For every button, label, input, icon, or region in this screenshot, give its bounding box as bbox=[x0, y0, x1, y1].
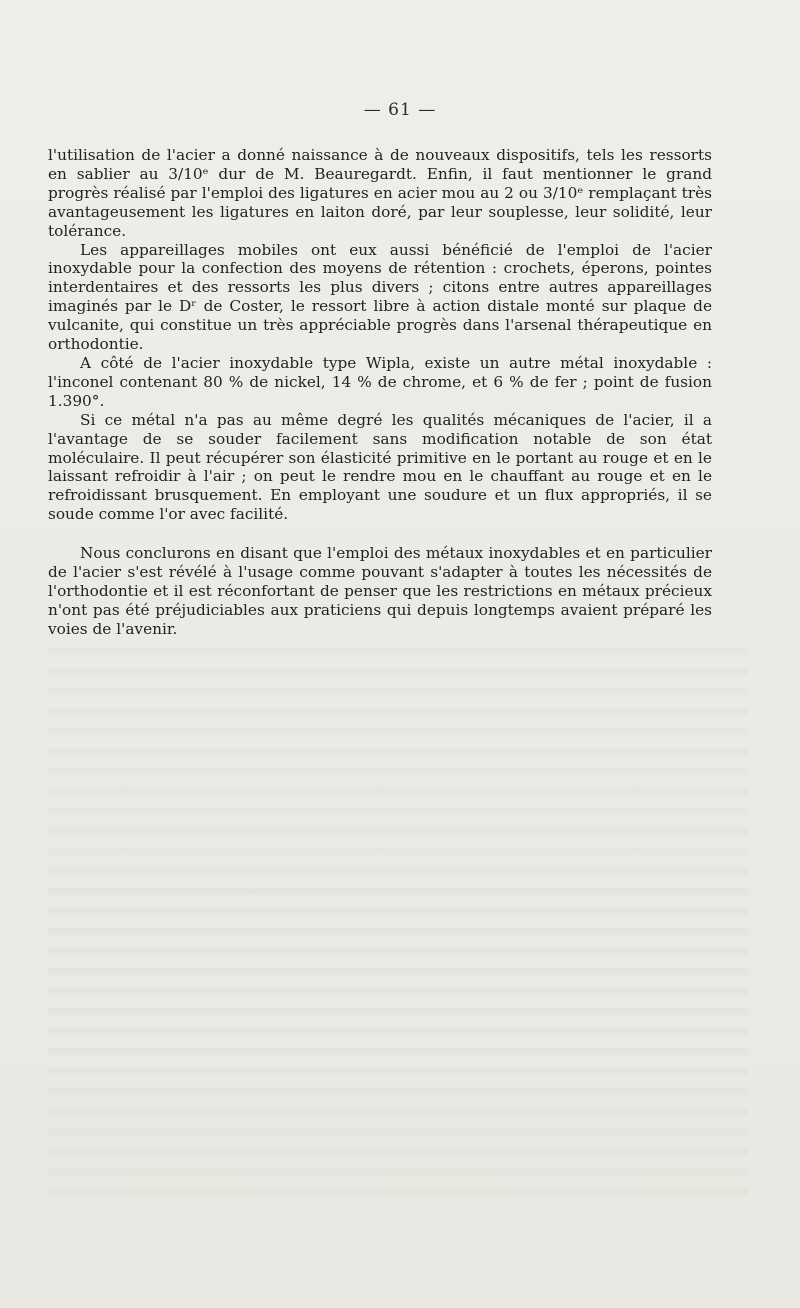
paragraph-1: l'utilisation de l'acier a donné naissance à de nouveaux dispositifs, tels les ressorts en sablier au 3/10ᵉ dur de M. Beauregardt. Enfin, il faut mentionner le grand progrès réalisé par l'emploi des ligatures en acier mou au 2 ou 3/10ᵉ remplaçant très avantageusement les ligatures en laiton doré, par leur souplesse, leur solidité, leur tolérance. bbox=[48, 146, 712, 240]
paragraph-2: Les appareillages mobiles ont eux aussi bénéficié de l'emploi de l'acier inoxydable pour la confection des moyens de rétention : crochets, éperons, pointes interdentaires et des ressorts les plus divers ; citons entre autres appareillages imaginés par le Dʳ de Coster, le ressort libre à action distale monté sur plaque de vulcanite, qui constitue un très appréciable progrès dans l'arsenal thérapeutique en orthodontie. bbox=[48, 240, 712, 354]
paragraph-4: Si ce métal n'a pas au même degré les qualités mécaniques de l'acier, il a l'avantage de se souder facilement sans modification notable de son état moléculaire. Il peut récupérer son élasticité primitive en le portant au rouge et en le laissant refroidir à l'air ; on peut le rendre mou en le chauffant au rouge et en le refroidissant brusquement. En employant une soudure et un flux appropriés, il se soude comme l'or avec facilité. bbox=[48, 410, 712, 524]
paragraph-5: Nous conclurons en disant que l'emploi des métaux inoxydables et en particulier de l'acier s'est révélé à l'usage comme pouvant s'adapter à toutes les nécessités de l'orthodontie et il est réconfortant de penser que les restrictions en métaux précieux n'ont pas été préjudiciables aux praticiens qui depuis longtemps avaient préparé les voies de l'avenir. bbox=[48, 544, 712, 638]
page-number: — 61 — bbox=[363, 100, 437, 120]
show-through-bleed bbox=[48, 648, 748, 1208]
body-text bbox=[48, 146, 712, 639]
paragraph-3: A côté de l'acier inoxydable type Wipla, existe un autre métal inoxydable : l'inconel contenant 80 % de nickel, 14 % de chrome, et 6 % de fer ; point de fusion 1.390°. bbox=[48, 353, 712, 410]
